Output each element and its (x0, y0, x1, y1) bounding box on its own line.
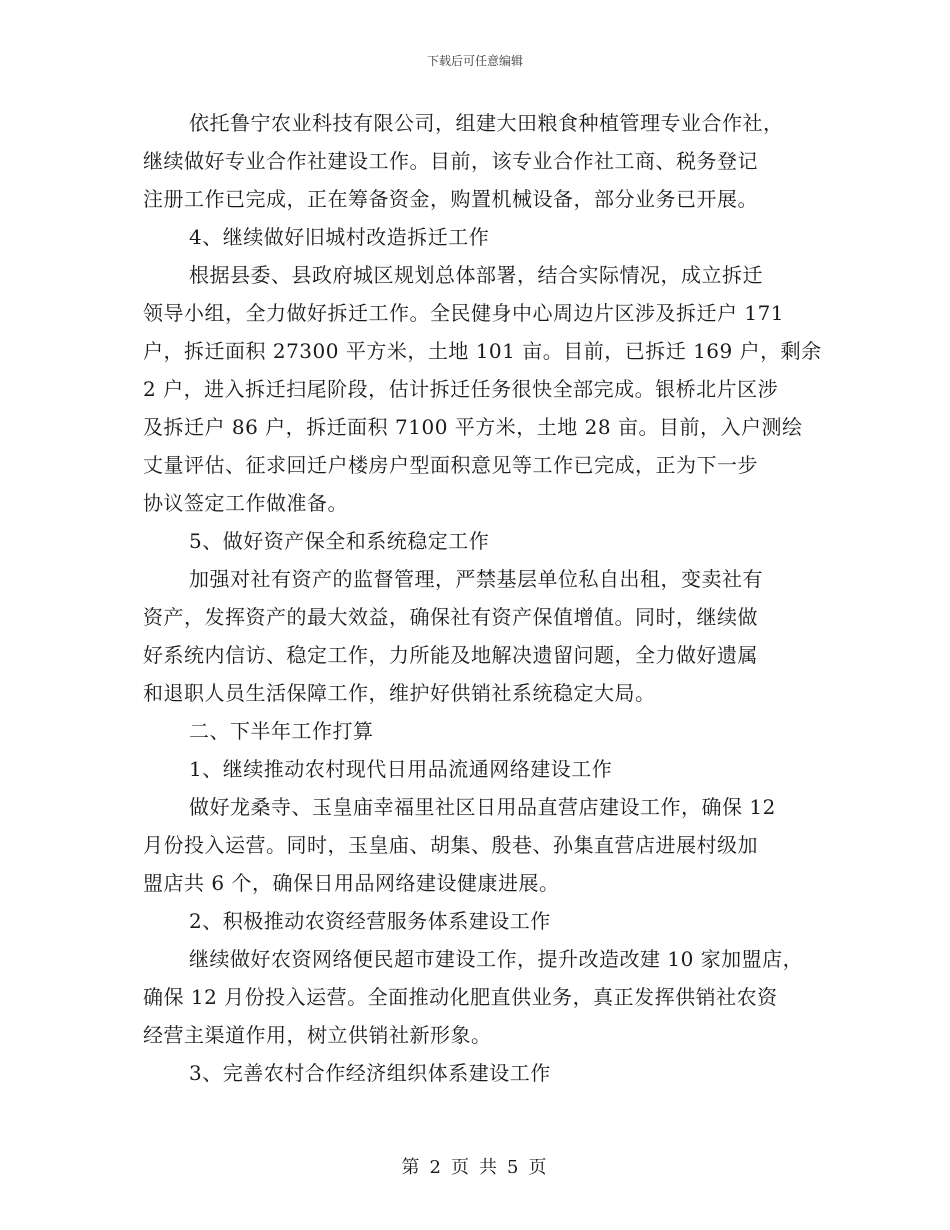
text-line: 资产，发挥资产的最大效益，确保社有资产保值增值。同时，继续做 (143, 605, 758, 629)
text-line: 根据县委、县政府城区规划总体部署，结合实际情况，成立拆迁 (189, 263, 763, 287)
footer-suffix: 页 (528, 1157, 549, 1178)
text-line: 协议签定工作做准备。 (143, 491, 348, 515)
text-line: 户，拆迁面积 27300 平方米，土地 101 亩。目前，已拆迁 169 户，剩余 (143, 339, 822, 363)
text-line: 做好龙桑寺、玉皇庙幸福里社区日用品直营店建设工作，确保 12 (189, 795, 776, 819)
text-line: 注册工作已完成，正在筹备资金，购置机械设备，部分业务已开展。 (143, 187, 758, 211)
page-header-note: 下载后可任意编辑 (426, 54, 523, 68)
text-line: 3、完善农村合作经济组织体系建设工作 (189, 1061, 551, 1085)
text-line: 4、继续做好旧城村改造拆迁工作 (189, 225, 490, 249)
text-line: 及拆迁户 86 户，拆迁面积 7100 平方米，土地 28 亩。目前，入户测绘 (143, 415, 803, 439)
text-line: 和退职人员生活保障工作，维护好供销社系统稳定大局。 (143, 681, 656, 705)
text-line: 二、下半年工作打算 (189, 719, 374, 743)
text-line: 2、积极推动农资经营服务体系建设工作 (189, 909, 551, 933)
footer-prefix: 第 (401, 1157, 422, 1178)
text-line: 5、做好资产保全和系统稳定工作 (189, 529, 490, 553)
text-line: 2 户，进入拆迁扫尾阶段，估计拆迁任务很快全部完成。银桥北片区涉 (143, 377, 779, 401)
text-line: 继续做好农资网络便民超市建设工作，提升改造改建 10 家加盟店， (189, 947, 804, 971)
text-line: 丈量评估、征求回迁户楼房户型面积意见等工作已完成，正为下一步 (143, 453, 758, 477)
footer-page-word: 页 (451, 1157, 471, 1178)
document-body (143, 104, 822, 1092)
page-number-footer (0, 1153, 950, 1179)
text-line: 依托鲁宁农业科技有限公司，组建大田粮食种植管理专业合作社， (189, 111, 784, 135)
text-line: 1、继续推动农村现代日用品流通网络建设工作 (189, 757, 613, 781)
text-line: 好系统内信访、稳定工作，力所能及地解决遗留问题，全力做好遗属 (143, 643, 758, 667)
text-line: 经营主渠道作用，树立供销社新形象。 (143, 1023, 492, 1047)
footer-current-page: 2 (429, 1157, 443, 1178)
text-line: 盟店共 6 个，确保日用品网络建设健康进展。 (143, 871, 560, 895)
text-line: 月份投入运营。同时，玉皇庙、胡集、殷巷、孙集直营店进展村级加 (143, 833, 758, 857)
footer-total-word: 共 (479, 1157, 499, 1178)
text-line: 加强对社有资产的监督管理，严禁基层单位私自出租，变卖社有 (189, 567, 763, 591)
text-line: 继续做好专业合作社建设工作。目前，该专业合作社工商、税务登记 (143, 149, 758, 173)
text-line: 确保 12 月份投入运营。全面推动化肥直供业务，真正发挥供销社农资 (143, 985, 778, 1009)
footer-total-pages: 5 (507, 1157, 521, 1178)
text-line: 领导小组，全力做好拆迁工作。全民健身中心周边片区涉及拆迁户 171 (143, 301, 785, 325)
